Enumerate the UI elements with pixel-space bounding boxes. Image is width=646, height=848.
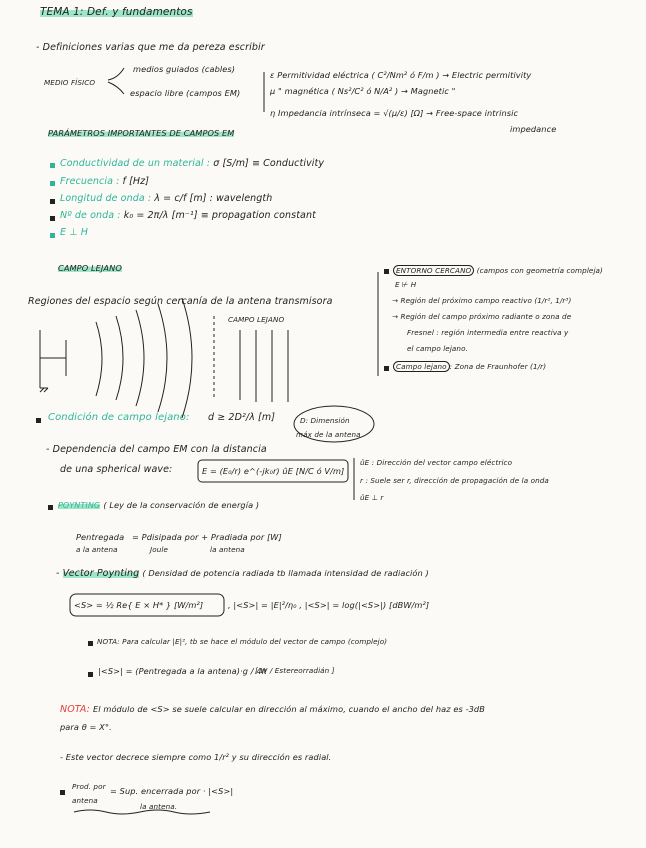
ue-def: ûE : Dirección del vector campo eléctrico [360, 458, 513, 467]
defs-intro: - Definiciones varias que me da pereza escribir [36, 42, 265, 53]
poynting-box [70, 594, 224, 616]
region-lejano: el campo lejano. [407, 344, 468, 353]
nota-2: NOTA: El módulo de <S> se suele calcular en dirección al máximo, cuando el ancho del haz es -3dB [60, 704, 485, 715]
ue-perp: ûE ⊥ r [360, 493, 384, 502]
antenna-drawing [40, 298, 192, 418]
spherical-formula: E = (E₀/r) e^(-jk₀r) ûE [N/C ó V/m] [202, 466, 345, 476]
prod-equation: = Sup. encerrada por · |<S>| [110, 786, 234, 796]
d-note-1: D: Dimensión [300, 416, 350, 425]
page-title: TEMA 1: Def. y fundamentos [40, 6, 193, 18]
region-radiante: → Región del campo próximo radiante o zona de [392, 312, 572, 321]
params-heading: PARÁMETROS IMPORTANTES DE CAMPOS EM [48, 128, 235, 138]
e-not-h: E ⊬ H [395, 280, 417, 289]
campo-heading: CAMPO LEJANO [58, 263, 122, 273]
region-reactivo: → Región del próximo campo reactivo (1/r², 1/r³) [392, 296, 572, 305]
entorno-cercano: ENTORNO CERCANO (campos con geometría compleja) [393, 266, 603, 275]
param-item: Frecuencia : f [Hz] [60, 176, 150, 187]
condicion-formula: d ≥ 2D²/λ [m] [208, 412, 276, 423]
prod-por: Prod. por [72, 782, 106, 791]
p-entregada: Pentregada [76, 532, 125, 542]
param-item: E ⊥ H [60, 227, 88, 238]
eps-def: ε Permitividad eléctrica ( C²/Nm² ó F/m ) → Electric permitivity [270, 70, 532, 80]
formula-box [198, 460, 348, 482]
espacio-libre: espacio libre (campos EM) [130, 88, 241, 98]
prod-equation-2: la antena. [140, 802, 178, 811]
units-estereorradian: [ W / Estereorradián ] [255, 666, 335, 675]
param-item: Longitud de onda : λ = c/f [m] : wavelength [60, 193, 273, 204]
power-balance: = Pdisipada por + Pradiada por [W] [132, 532, 282, 542]
poynting-vec-formula: <S> = ½ Re{ E × H* } [W/m²] [74, 600, 204, 610]
poynting-mod-formula: , |<S>| = |E|²/η₀ , |<S>| = log(|<S>|) [dBW/m²] [228, 600, 430, 610]
region-fresnel: Fresnel : región intermedia entre reactiva y [407, 328, 569, 337]
prod-underline [74, 810, 210, 814]
campo-lejano-def: Campo lejano : Zona de Fraunhofer (1/r) [393, 362, 546, 371]
s-formula: |<S>| = (Pentregada a la antena)·g / 4π [98, 666, 267, 676]
param-item: Conductividad de un material : σ [S/m] ≡ Conductivity [60, 158, 325, 169]
impedance-word: impedance [510, 124, 557, 134]
condicion-label: Condición de campo lejano: [48, 412, 190, 423]
r-def: r : Suele ser r, dirección de propagación de la onda [360, 476, 549, 485]
poynting-line: POYNTING ( Ley de la conservación de energía ) [58, 500, 260, 510]
dependencia-1: - Dependencia del campo EM con la distancia [46, 444, 267, 455]
param-item: Nº de onda : k₀ = 2π/λ [m⁻¹] ≡ propagation constant [60, 210, 316, 221]
brace-upper [108, 68, 124, 80]
mu-def: μ " magnética ( Ns²/C² ó N/A² ) → Magnetic " [270, 86, 456, 96]
dependencia-2: de una spherical wave: [60, 464, 173, 475]
campo-lejano-label: CAMPO LEJANO [228, 315, 285, 324]
regiones-text: Regiones del espacio según cercanía de la antena transmisora [28, 296, 333, 307]
d-note-oval [294, 406, 374, 442]
joule-label: Joule [150, 545, 168, 554]
medios-guiados: medios guiados (cables) [133, 64, 236, 74]
eta-def: η Impedancia intrínseca = √(μ/ε) [Ω] → Free-space intrinsic [270, 108, 519, 118]
p-entregada-2: a la antena [76, 545, 118, 554]
vector-poynting-line: - Vector Poynting ( Densidad de potencia radiada tb llamada intensidad de radiación ) [56, 568, 429, 579]
prod-antena: antena [72, 796, 98, 805]
medio-fisico: MEDIO FÍSICO [44, 78, 96, 87]
d-note-2: máx de la antena [296, 430, 361, 439]
far-field-lines [214, 316, 288, 402]
nota-e-line: NOTA: Para calcular |E|², tb se hace el módulo del vector de campo (complejo) [97, 637, 388, 646]
brace-lower [108, 82, 124, 94]
nota-2-b: para θ = X°. [60, 722, 112, 732]
antena-label: la antena [210, 545, 245, 554]
decrece-line: - Este vector decrece siempre como 1/r² y su dirección es radial. [60, 752, 332, 762]
